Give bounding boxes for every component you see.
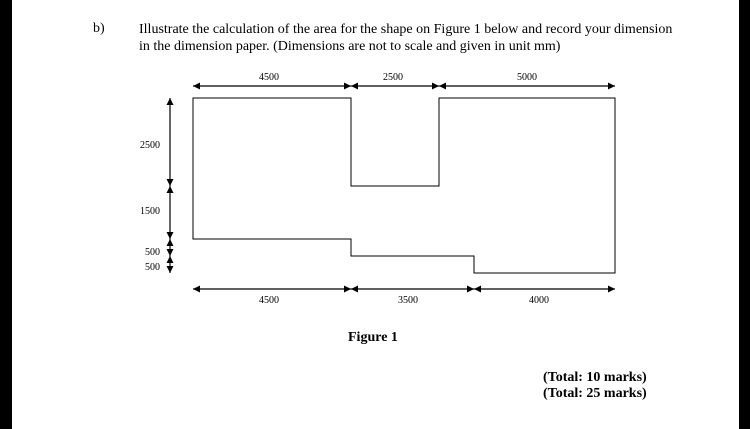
bottom-dim-label-3: 4000: [529, 295, 549, 306]
total-marks-question: (Total: 10 marks): [543, 370, 647, 385]
question-label: b): [93, 21, 105, 36]
bottom-dim-label-1: 4500: [259, 295, 279, 306]
marks-totals: [543, 370, 647, 402]
bottom-dim-label-2: 3500: [398, 295, 418, 306]
top-dim-label-2: 2500: [383, 72, 403, 83]
side-dim-label-3: 500: [145, 247, 160, 258]
side-dim-label-4: 500: [145, 262, 160, 273]
figure-1-diagram: [12, 0, 739, 429]
shape-outline: [193, 98, 615, 273]
document-page: [12, 0, 739, 429]
top-dim-label-1: 4500: [259, 72, 279, 83]
figure-caption: Figure 1: [348, 330, 398, 345]
total-marks-overall: (Total: 25 marks): [543, 386, 647, 401]
top-dim-label-3: 5000: [517, 72, 537, 83]
question-text: Illustrate the calculation of the area for the shape on Figure 1 below and record your dimension in the dimension paper. (Dimensions are not to scale and given in unit mm): [139, 22, 673, 54]
side-dim-label-2: 1500: [140, 206, 160, 217]
side-dim-label-1: 2500: [140, 140, 160, 151]
